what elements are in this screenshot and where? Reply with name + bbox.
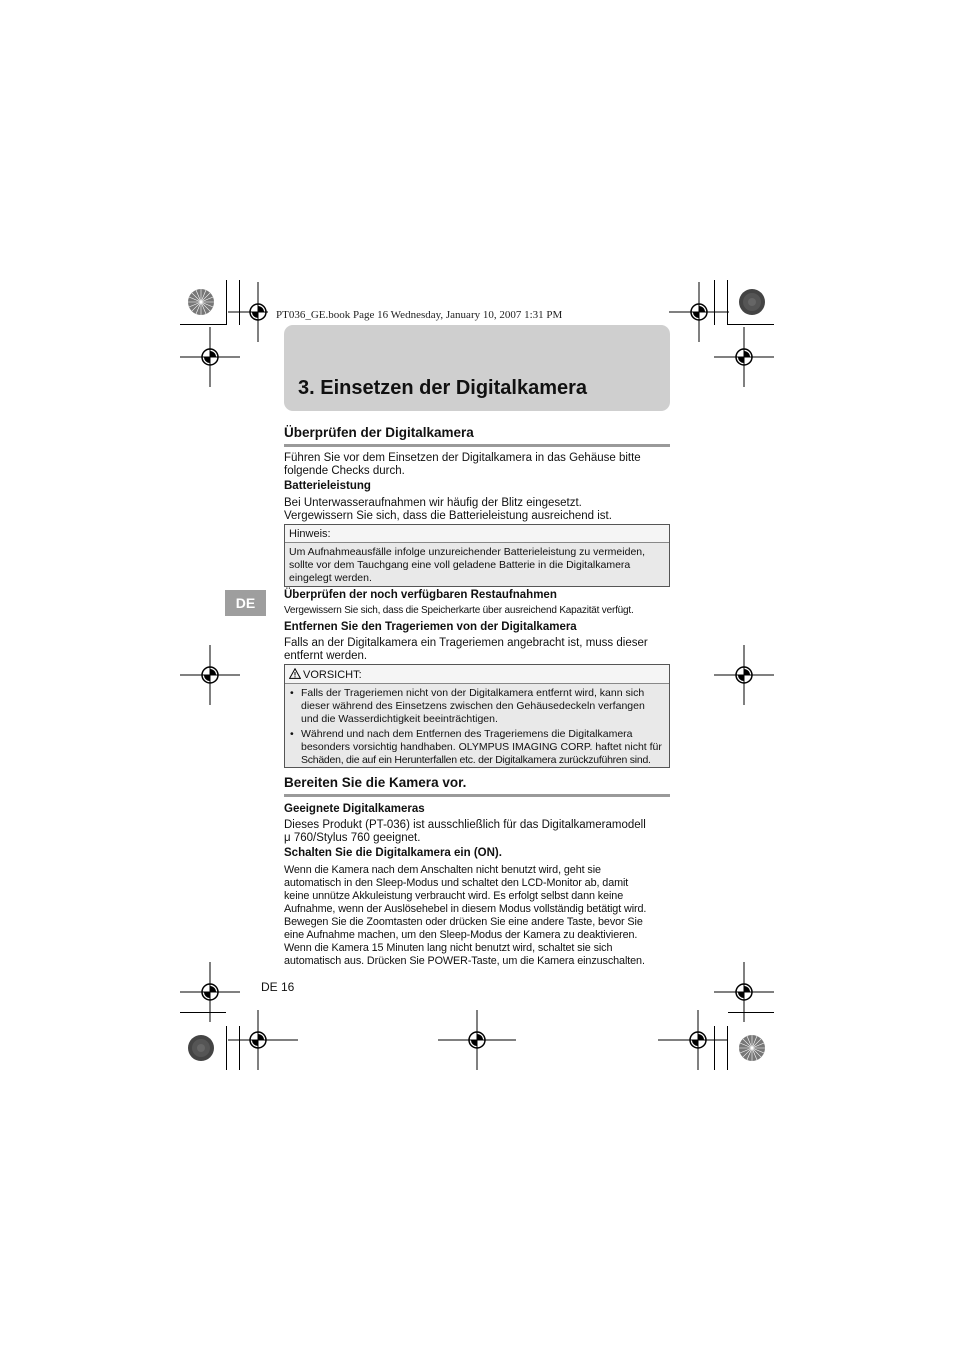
caution-item — [289, 728, 665, 767]
text-line: Dieses Produkt (PT-036) ist ausschließlich für das Digitalkameramodell — [284, 819, 646, 831]
registration-mark-icon — [180, 645, 240, 705]
section-heading: Überprüfen der Digitalkamera — [284, 425, 474, 440]
text-line: Schäden, die auf ein Herunterfallen etc. der Digitalkamera zurückzuführen sind. — [301, 754, 651, 766]
color-wheel-icon — [738, 1034, 766, 1062]
text-line: Wenn die Kamera 15 Minuten lang nicht benutzt wird, schaltet sie sich — [284, 942, 613, 954]
color-wheel-icon — [738, 288, 766, 316]
note-box — [284, 524, 670, 587]
registration-mark-icon — [669, 282, 729, 342]
strap-paragraph — [284, 637, 674, 663]
note-label: Hinweis: — [285, 525, 669, 543]
text-line: Während und nach dem Entfernen des Trageriemens die Digitalkamera — [301, 728, 633, 740]
caution-header — [285, 665, 669, 684]
text-line: folgende Checks durch. — [284, 465, 405, 477]
text-line: Bei Unterwasseraufnahmen wir häufig der Blitz eingesetzt. — [284, 497, 582, 509]
registration-mark-icon — [658, 1010, 728, 1070]
warning-triangle-icon — [289, 668, 301, 679]
text-line: sollte vor dem Tauchgang eine voll geladene Batterie in die Digitalkamera — [289, 559, 631, 571]
strap-heading: Entfernen Sie den Trageriemen von der Digitalkamera — [284, 621, 577, 633]
remaining-text: Vergewissern Sie sich, dass die Speicherkarte über ausreichend Kapazität verfügt. — [284, 605, 634, 616]
section-heading: Bereiten Sie die Kamera vor. — [284, 775, 467, 790]
registration-mark-icon — [714, 645, 774, 705]
text-line: Falls an der Digitalkamera ein Trageriemen angebracht ist, muss dieser — [284, 637, 648, 649]
page-number: DE 16 — [261, 980, 295, 994]
bullet: • — [290, 687, 294, 699]
text-line: Bewegen Sie die Zoomtasten oder drücken Sie eine andere Taste, bevor Sie — [284, 916, 643, 928]
bullet: • — [290, 728, 294, 740]
section-rule — [284, 444, 670, 447]
section-rule — [284, 794, 670, 797]
text-line: Vergewissern Sie sich, dass die Batterieleistung ausreichend ist. — [284, 510, 612, 522]
file-header: PT036_GE.book Page 16 Wednesday, January 10, 2007 1:31 PM — [276, 309, 563, 321]
registration-mark-icon — [228, 1010, 298, 1070]
registration-mark-icon — [438, 1010, 516, 1070]
battery-paragraph — [284, 497, 674, 523]
page-title: 3. Einsetzen der Digitalkamera — [298, 377, 588, 399]
text-line: keine unnütze Akkuleistung verbraucht wird. Es erfolgt selbst dann keine — [284, 890, 624, 902]
text-line: Falls der Trageriemen nicht von der Digitalkamera entfernt wird, kann sich — [301, 687, 645, 699]
color-wheel-icon — [187, 1034, 215, 1062]
text-line: eingelegt werden. — [289, 572, 372, 584]
text-line: Führen Sie vor dem Einsetzen der Digitalkamera in das Gehäuse bitte — [284, 452, 641, 464]
caution-item — [289, 687, 665, 726]
text-line: dieser während des Einsetzens zwischen den Gehäusedeckeln verfangen — [301, 700, 645, 712]
text-line: entfernt werden. — [284, 650, 368, 662]
power-heading: Schalten Sie die Digitalkamera ein (ON). — [284, 847, 502, 859]
language-tab: DE — [225, 590, 266, 616]
text-line: μ 760/Stylus 760 geeignet. — [284, 832, 421, 844]
text-line: Um Aufnahmeausfälle infolge unzureichender Batterieleistung zu vermeiden, — [289, 546, 646, 558]
cameras-heading: Geeignete Digitalkameras — [284, 803, 425, 815]
text-line: und die Wasserdichtigkeit beeinträchtigen. — [301, 713, 498, 725]
color-wheel-icon — [187, 288, 215, 316]
remaining-heading: Überprüfen der noch verfügbaren Restaufnahmen — [284, 589, 557, 601]
power-paragraph — [284, 864, 674, 968]
battery-heading: Batterieleistung — [284, 480, 371, 492]
text-line: automatisch aus. Drücken Sie POWER-Taste, um die Kamera einzuschalten. — [284, 955, 645, 967]
text-line: besonders vorsichtig handhaben. OLYMPUS IMAGING CORP. haftet nicht für — [301, 741, 662, 753]
note-body — [285, 543, 669, 588]
title-banner — [284, 325, 670, 411]
intro-paragraph — [284, 452, 674, 478]
text-line: automatisch in den Sleep-Modus und schaltet den LCD-Monitor ab, damit — [284, 877, 629, 889]
text-line: Aufnahme, wenn der Auslösehebel in diesem Modus vollständig betätigt wird. — [284, 903, 647, 915]
caution-box — [284, 664, 670, 768]
cameras-paragraph — [284, 819, 674, 845]
text-line: Wenn die Kamera nach dem Anschalten nicht benutzt wird, geht sie — [284, 864, 601, 876]
caution-label: VORSICHT: — [303, 669, 362, 681]
caution-body — [285, 684, 669, 772]
text-line: eine Aufnahme machen, um den Sleep-Modus der Kamera zu deaktivieren. — [284, 929, 638, 941]
